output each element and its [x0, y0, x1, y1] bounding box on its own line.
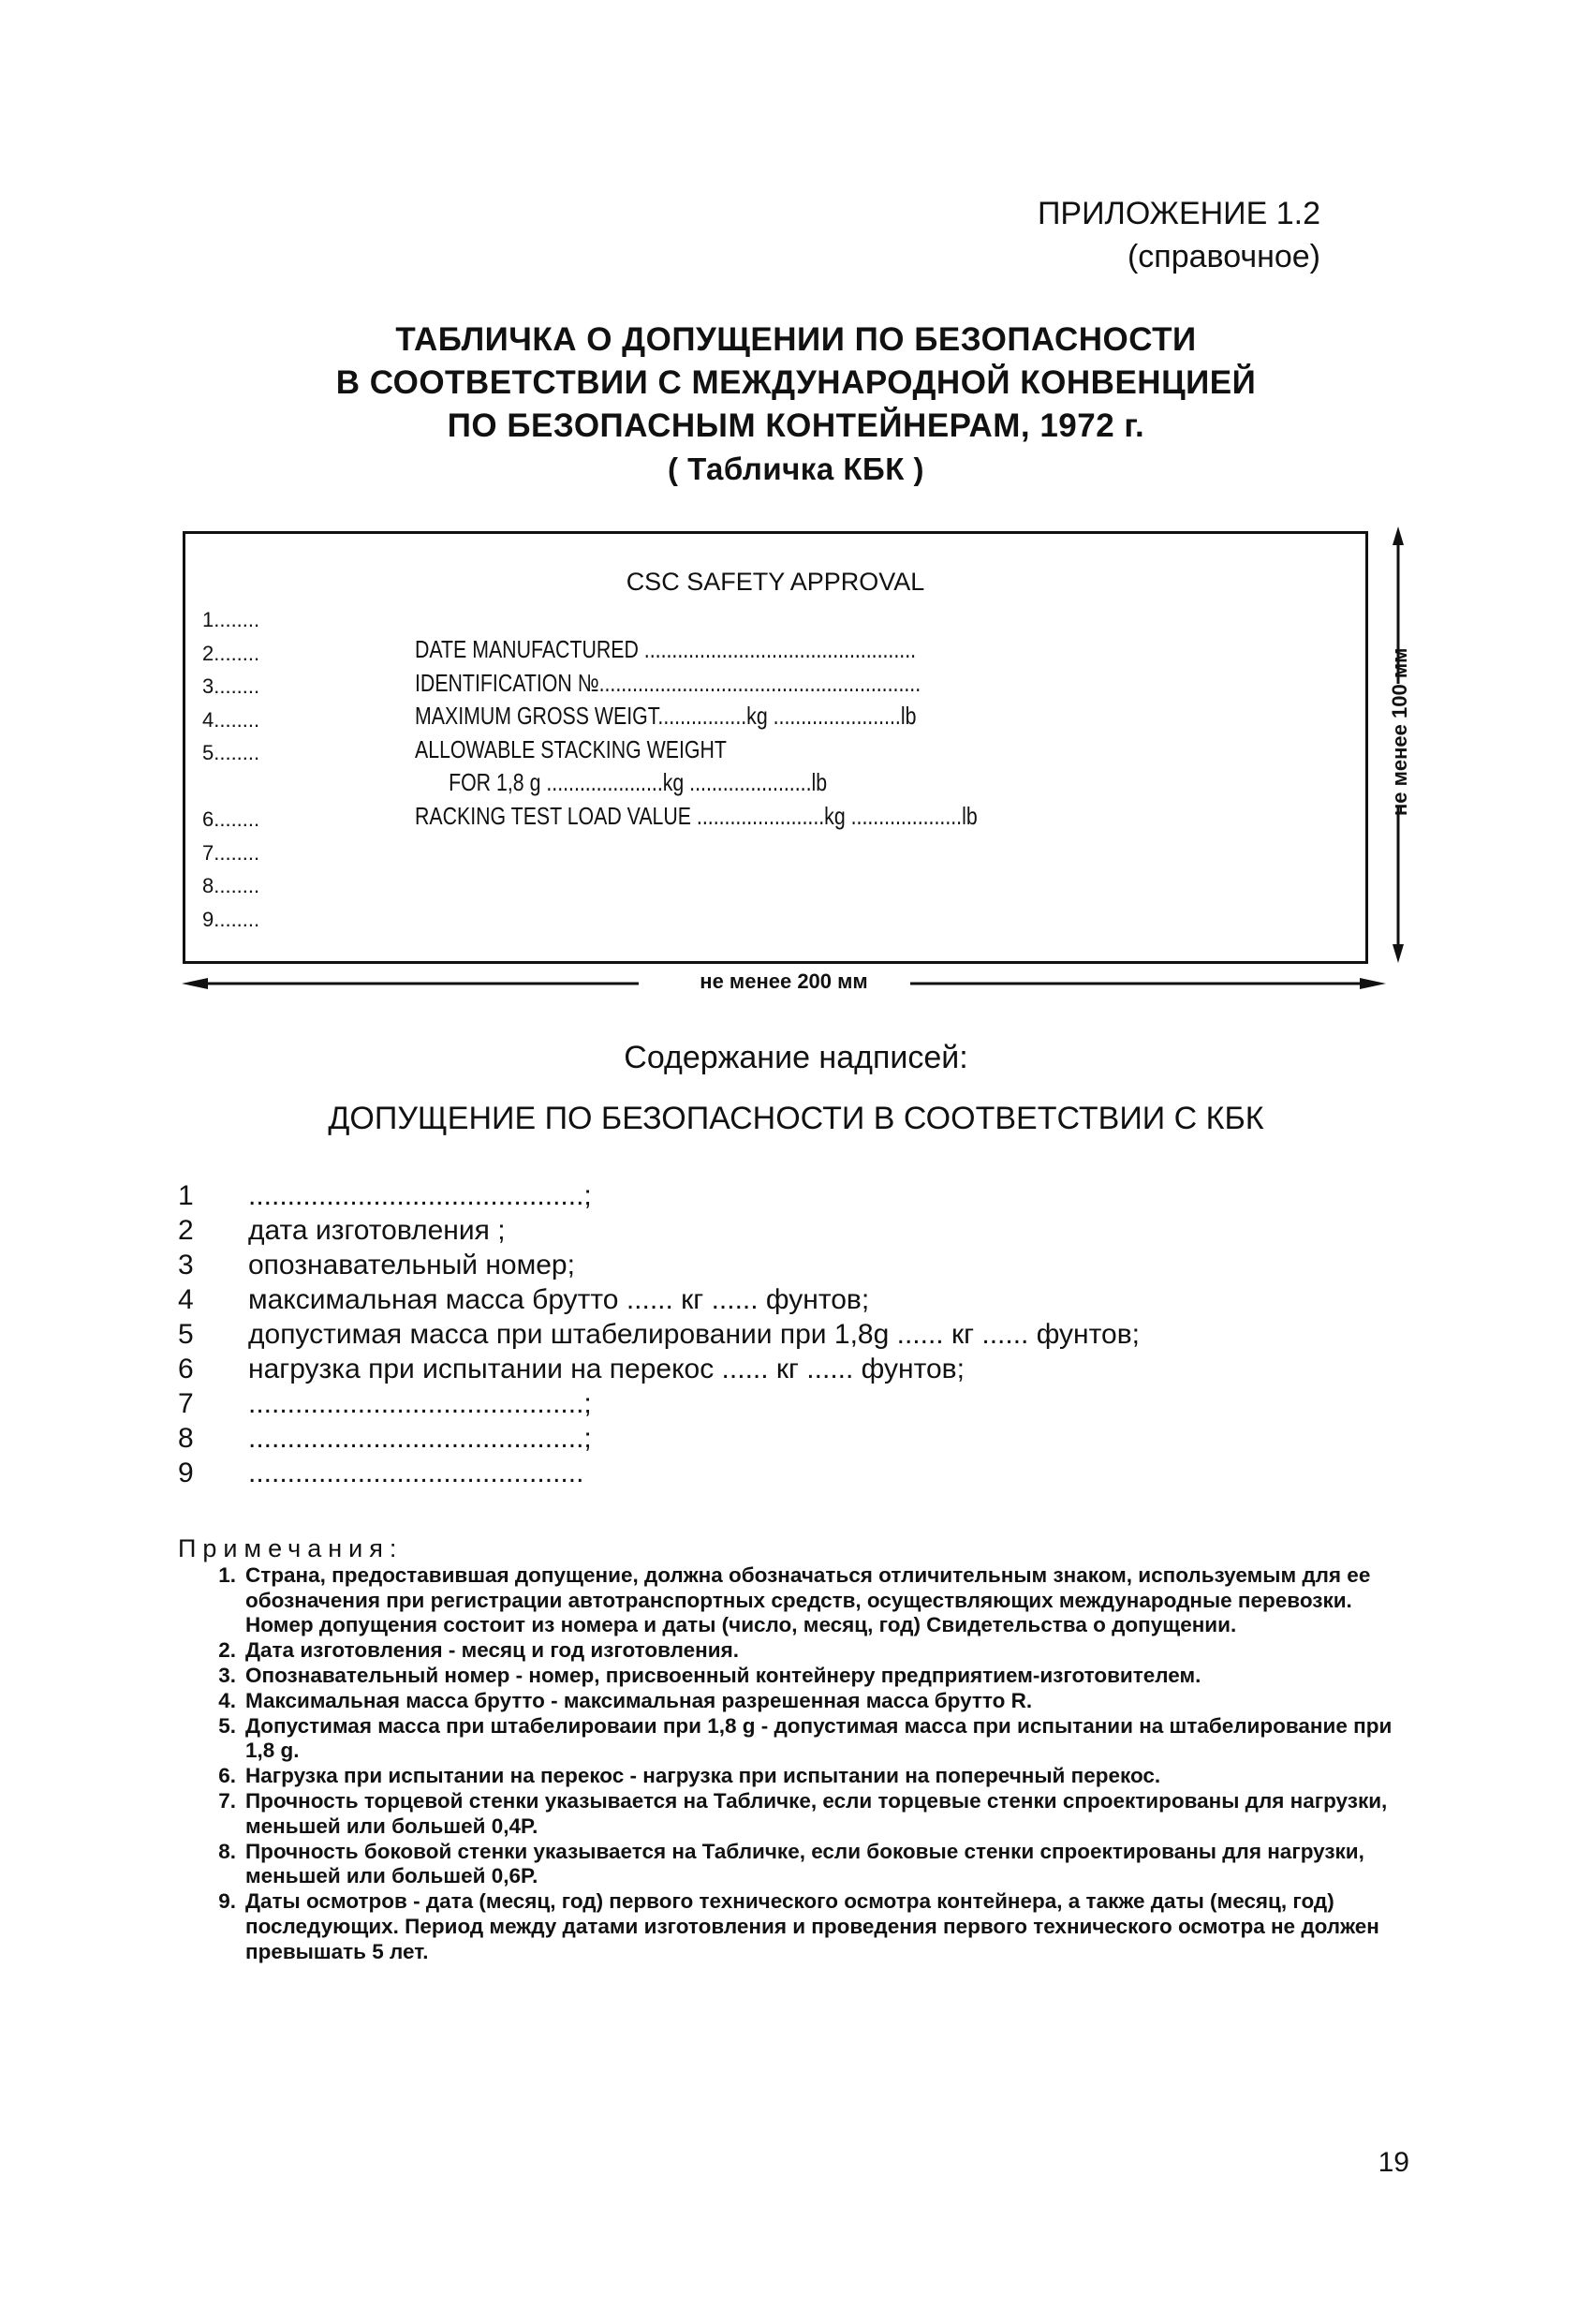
item-text: ...........................................;: [248, 1423, 592, 1454]
notes-heading: Примечания:: [178, 1534, 404, 1562]
appendix-header: [1038, 192, 1320, 278]
item-number: 1: [178, 1180, 194, 1211]
item-text: нагрузка при испытании на перекос ...... кг ...... фунтов;: [248, 1354, 965, 1384]
note-number: 9.: [218, 1889, 236, 1914]
document-title: [0, 318, 1592, 491]
item-number: 4: [178, 1284, 194, 1315]
item-number: 7: [178, 1388, 194, 1419]
item-number: 6: [178, 1354, 194, 1384]
item-text: ...........................................;: [248, 1180, 592, 1211]
note-item: [178, 1664, 1423, 1689]
appendix-kind: (справочное): [1127, 239, 1320, 274]
note-number: 5.: [218, 1713, 236, 1738]
plate-field: MAXIMUM GROSS WEIGT................kg .......................lb: [415, 702, 917, 730]
item-number: 3: [178, 1250, 194, 1280]
plate-number: 3........: [202, 674, 260, 698]
note-text: Даты осмотров - дата (месяц, год) первого технического осмотра контейнера, а также даты (месяц, год) последующих. Период между датами изготовления и проведения первого технического осмотра не должен превышать 5 лет.: [245, 1889, 1379, 1963]
item-text: ...........................................;: [248, 1388, 592, 1419]
plate-field: IDENTIFICATION №..........................................................: [415, 668, 921, 697]
item-text: дата изготовления ;: [248, 1215, 506, 1246]
list-item: [178, 1248, 1140, 1282]
list-item: [178, 1178, 1140, 1213]
note-number: 2.: [218, 1638, 236, 1663]
plate-field: RACKING TEST LOAD VALUE .......................kg ....................lb: [415, 801, 978, 830]
note-text: Прочность торцевой стенки указывается на Табличке, если торцевые стенки спроектированы для нагрузки, меньшей или большей 0,4P.: [245, 1788, 1388, 1838]
note-number: [178, 1613, 245, 1638]
plate-number: 2........: [202, 641, 260, 665]
plate-number: 5........: [202, 741, 260, 764]
note-number: 1.: [218, 1562, 236, 1587]
title-line-2: В СООТВЕТСТВИИ С МЕЖДУНАРОДНОЙ КОНВЕНЦИЕЙ: [335, 364, 1257, 401]
item-number: 2: [178, 1215, 194, 1246]
list-item: [178, 1352, 1140, 1386]
page-number: 19: [1378, 2147, 1409, 2178]
note-text: Нагрузка при испытании на перекос - нагрузка при испытании на поперечный перекос.: [245, 1764, 1161, 1788]
note-text: Номер допущения состоит из номера и даты (число, месяц, год) Свидетельства о допущении.: [245, 1613, 1237, 1637]
note-item: [178, 1764, 1423, 1789]
notes-section: [178, 1536, 1423, 1965]
item-number: 8: [178, 1423, 194, 1454]
plate-number: 7........: [202, 840, 260, 865]
note-text: Страна, предоставившая допущение, должна обозначаться отличительным знаком, используемым для ее обозначения при регистрации автотранспортных средств, осуществляющих международные перевозки.: [245, 1562, 1371, 1612]
note-number: 8.: [218, 1839, 236, 1863]
title-line-1: ТАБЛИЧКА О ДОПУЩЕНИИ ПО БЕЗОПАСНОСТИ: [395, 321, 1197, 358]
note-text: Допустимая масса при штабелироваии при 1,8 g - допустимая масса при испытании на штабелирование при 1,8 g.: [245, 1713, 1393, 1763]
contents-subheading: ДОПУЩЕНИЕ ПО БЕЗОПАСНОСТИ В СООТВЕТСТВИИ С КБК: [328, 1101, 1264, 1136]
title-line-3: ПО БЕЗОПАСНЫМ КОНТЕЙНЕРАМ, 1972 г.: [447, 407, 1145, 444]
width-dimension: [180, 965, 1388, 1002]
item-text: максимальная масса брутто ...... кг ...... фунтов;: [248, 1284, 870, 1315]
note-number: 4.: [218, 1688, 236, 1712]
note-item: [178, 1638, 1423, 1664]
item-text: допустимая масса при штабелировании при 1,8g ...... кг ...... фунтов;: [248, 1319, 1140, 1350]
list-item: [178, 1282, 1140, 1317]
csc-plate-diagram: [183, 531, 1368, 964]
list-item: [178, 1456, 1140, 1490]
note-item: [178, 1613, 1423, 1638]
plate-fields: [415, 633, 978, 833]
list-item: [178, 1386, 1140, 1421]
note-item: [178, 1714, 1423, 1765]
note-text: Максимальная масса брутто - максимальная разрешенная масса брутто R.: [245, 1688, 1033, 1712]
note-number: 6.: [218, 1764, 236, 1788]
note-text: Дата изготовления - месяц и год изготовления.: [245, 1638, 739, 1663]
plate-field: ALLOWABLE STACKING WEIGHT: [415, 734, 727, 763]
height-dimension: [1381, 525, 1415, 965]
note-item: [178, 1840, 1423, 1890]
plate-field: DATE MANUFACTURED .................................................: [415, 635, 917, 663]
item-number: 9: [178, 1458, 194, 1488]
inscription-list: [178, 1178, 1140, 1490]
height-label: не менее 100 мм: [1388, 647, 1411, 816]
item-text: ...........................................: [248, 1458, 584, 1488]
note-number: 7.: [218, 1788, 236, 1813]
plate-number: 1........: [202, 608, 260, 631]
plate-number: 4........: [202, 707, 260, 732]
note-item: [178, 1563, 1423, 1614]
list-item: [178, 1421, 1140, 1456]
note-text: Опознавательный номер - номер, присвоенный контейнеру предприятием-изготовителем.: [245, 1663, 1201, 1687]
item-number: 5: [178, 1319, 194, 1350]
note-item: [178, 1789, 1423, 1840]
contents-heading: Содержание надписей:: [624, 1040, 968, 1075]
note-number: 3.: [218, 1663, 236, 1687]
list-item: [178, 1317, 1140, 1352]
appendix-label: ПРИЛОЖЕНИЕ 1.2: [1037, 196, 1320, 231]
note-item: [178, 1689, 1423, 1714]
plate-number: 9........: [202, 907, 260, 931]
plate-line-numbers: [202, 603, 259, 936]
width-label: не менее 200 мм: [700, 970, 868, 993]
title-line-4: ( Табличка КБК ): [667, 451, 924, 486]
plate-number: 8........: [202, 874, 260, 897]
plate-number: 6........: [202, 807, 260, 831]
list-item: [178, 1213, 1140, 1248]
plate-field: FOR 1,8 g .....................kg ......................lb: [449, 768, 828, 796]
note-text: Прочность боковой стенки указывается на Табличке, если боковые стенки спроектированы для нагрузки, меньшей или большей 0,6P.: [245, 1839, 1364, 1888]
note-item: [178, 1889, 1423, 1964]
plate-heading: CSC SAFETY APPROVAL: [626, 568, 925, 596]
item-text: опознавательный номер;: [248, 1250, 575, 1280]
